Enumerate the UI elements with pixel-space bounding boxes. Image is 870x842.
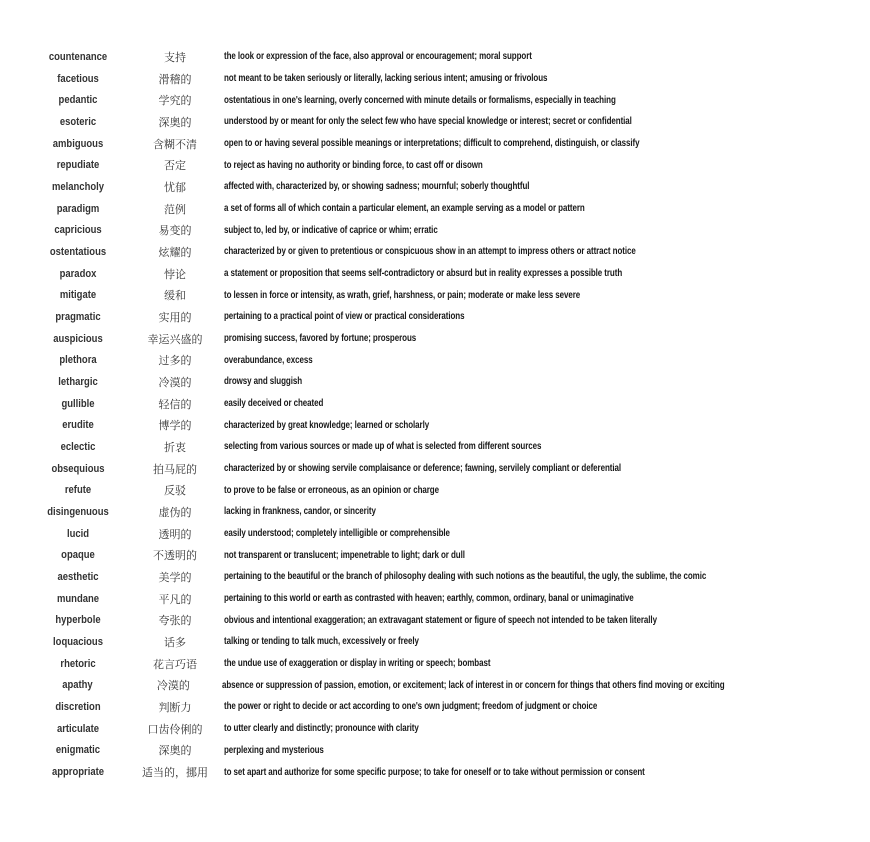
vocab-chinese: 不透明的	[153, 549, 197, 563]
vocab-row	[30, 414, 850, 436]
vocab-row	[30, 306, 850, 328]
vocab-word: lethargic	[58, 375, 98, 388]
vocab-word: pragmatic	[55, 310, 101, 323]
vocab-definition: affected with, characterized by, or showing sadness; mournful; soberly thoughtful	[224, 181, 530, 193]
vocab-word: hyperbole	[55, 614, 101, 627]
vocab-definition: not transparent or translucent; impenetrable to light; dark or dull	[224, 549, 465, 561]
vocab-row	[30, 523, 850, 545]
vocab-row	[30, 479, 850, 501]
vocab-definition: obvious and intentional exaggeration; an extravagant statement or figure of speech not intended to be taken literally	[224, 614, 657, 626]
vocab-row	[30, 696, 850, 718]
vocab-chinese: 实用的	[158, 310, 192, 324]
vocab-chinese: 幸运兴盛的	[147, 332, 203, 346]
vocab-row	[30, 89, 850, 111]
vocab-chinese: 深奥的	[158, 115, 192, 129]
vocab-chinese: 滑稽的	[158, 72, 192, 86]
vocab-definition: to lessen in force or intensity, as wrath, grief, harshness, or pain; moderate or make less severe	[224, 289, 581, 301]
vocab-row	[30, 328, 850, 350]
vocab-row	[30, 653, 850, 675]
vocab-word: countenance	[48, 50, 108, 63]
vocab-chinese: 判断力	[158, 700, 192, 714]
vocab-word: disingenuous	[47, 505, 109, 518]
vocab-chinese: 轻信的	[158, 397, 192, 411]
vocab-definition: easily understood; completely intelligible or comprehensible	[224, 528, 450, 540]
vocab-chinese: 透明的	[158, 527, 192, 541]
vocab-chinese: 博学的	[158, 419, 192, 433]
vocab-row	[30, 436, 850, 458]
vocab-row	[30, 371, 850, 393]
vocab-word: lucid	[66, 527, 90, 540]
vocab-chinese: 反驳	[164, 484, 186, 498]
vocab-definition: selecting from various sources or made up of what is selected from different sources	[224, 441, 542, 453]
vocab-definition: ostentatious in one's learning, overly concerned with minute details or formalisms, especially in teaching	[224, 94, 616, 106]
vocab-row	[30, 219, 850, 241]
vocab-row	[30, 349, 850, 371]
vocab-word: esoteric	[59, 115, 97, 128]
vocab-row	[30, 284, 850, 306]
vocab-row	[30, 718, 850, 740]
vocab-row	[30, 176, 850, 198]
vocab-word: erudite	[62, 419, 94, 432]
vocab-definition: promising success, favored by fortune; prosperous	[224, 333, 417, 345]
vocab-chinese: 忧郁	[164, 180, 186, 194]
vocab-chinese: 虚伪的	[158, 505, 192, 519]
vocab-chinese: 夸张的	[158, 614, 192, 628]
vocab-row	[30, 46, 850, 68]
vocab-definition: absence or suppression of passion, emotion, or excitement; lack of interest in or concern for things that others find moving or exciting	[221, 679, 725, 691]
vocab-definition: characterized by or given to pretentious or conspicuous show in an attempt to impress others or attract notice	[224, 246, 636, 258]
vocab-word: rhetoric	[60, 657, 96, 670]
vocab-row	[30, 263, 850, 285]
vocab-chinese: 拍马屁的	[153, 462, 197, 476]
vocab-definition: pertaining to a practical point of view or practical considerations	[224, 311, 465, 323]
vocab-chinese: 深奥的	[158, 744, 192, 758]
vocab-definition: the undue use of exaggeration or display in writing or speech; bombast	[224, 658, 491, 670]
vocab-word: aesthetic	[57, 570, 99, 583]
vocab-word: articulate	[56, 722, 100, 735]
vocab-chinese: 冷漠的	[156, 679, 190, 693]
vocab-word: plethora	[59, 354, 97, 367]
vocab-definition: to reject as having no authority or binding force, to cast off or disown	[224, 159, 483, 171]
vocab-row	[30, 740, 850, 762]
vocab-word: loquacious	[53, 635, 103, 648]
vocab-word: ostentatious	[49, 245, 107, 258]
vocab-chinese: 平凡的	[158, 592, 192, 606]
vocab-row	[30, 198, 850, 220]
vocab-row	[30, 609, 850, 631]
vocab-chinese: 美学的	[158, 570, 192, 584]
vocab-word: appropriate	[51, 766, 105, 778]
vocab-definition: easily deceived or cheated	[224, 398, 324, 410]
vocab-definition: overabundance, excess	[224, 354, 313, 366]
vocab-definition: to prove to be false or erroneous, as an opinion or charge	[224, 484, 439, 496]
vocab-word: obsequious	[51, 462, 105, 475]
vocab-definition: characterized by or showing servile complaisance or deference; fawning, servilely compliant or deferential	[224, 463, 621, 475]
vocab-definition: a set of forms all of which contain a particular element, an example serving as a model or pattern	[224, 203, 585, 215]
vocab-row	[30, 241, 850, 263]
vocab-word: gullible	[61, 397, 95, 410]
vocab-definition: pertaining to the beautiful or the branch of philosophy dealing with such notions as the beautiful, the ugly, the sublime, the comic	[224, 571, 707, 583]
vocab-word: refute	[64, 484, 92, 497]
vocab-word: mundane	[56, 592, 100, 605]
vocab-row	[30, 544, 850, 566]
vocab-word: ambiguous	[52, 137, 104, 150]
vocab-definition: subject to, led by, or indicative of caprice or whim; erratic	[224, 224, 438, 236]
vocab-definition: talking or tending to talk much, excessively or freely	[224, 636, 419, 648]
vocab-word: facetious	[57, 72, 99, 85]
vocab-row	[30, 566, 850, 588]
vocabulary-table	[30, 46, 850, 783]
vocab-chinese: 易变的	[158, 224, 192, 238]
vocab-word: paradox	[59, 267, 97, 280]
vocab-word: opaque	[61, 549, 95, 562]
vocab-chinese: 否定	[164, 159, 186, 173]
vocab-chinese: 适当的，挪用	[142, 766, 208, 779]
vocab-word: enigmatic	[55, 744, 101, 757]
vocab-word: capricious	[54, 224, 102, 237]
vocab-definition: to set apart and authorize for some specific purpose; to take for oneself or to take without permission or consent	[224, 766, 645, 778]
vocab-definition: lacking in frankness, candor, or sincerity	[224, 506, 376, 518]
vocab-row	[30, 393, 850, 415]
vocab-row	[30, 588, 850, 610]
vocab-row	[30, 133, 850, 155]
vocab-chinese: 冷漠的	[158, 375, 192, 389]
vocab-chinese: 学究的	[158, 94, 192, 108]
vocab-row	[30, 501, 850, 523]
vocab-definition: the power or right to decide or act according to one's own judgment; freedom of judgment or choice	[224, 701, 598, 713]
vocab-row	[30, 68, 850, 90]
vocab-chinese: 炫耀的	[158, 245, 192, 259]
vocab-word: eclectic	[60, 440, 96, 453]
vocab-word: paradigm	[56, 202, 100, 215]
vocab-row	[30, 631, 850, 653]
vocab-chinese: 悖论	[164, 267, 186, 281]
vocab-chinese: 过多的	[158, 354, 192, 368]
vocab-chinese: 折衷	[164, 440, 186, 454]
vocab-chinese: 话多	[164, 635, 186, 649]
vocab-word: melancholy	[51, 180, 105, 193]
vocab-word: mitigate	[59, 289, 97, 302]
vocab-chinese: 花言巧语	[153, 657, 197, 671]
vocab-definition: a statement or proposition that seems self-contradictory or absurd but in reality expresses a possible truth	[224, 268, 623, 280]
vocab-row	[30, 458, 850, 480]
vocab-chinese: 口齿伶俐的	[147, 722, 203, 736]
vocab-word: apathy	[62, 679, 93, 692]
vocab-definition: the look or expression of the face, also approval or encouragement; moral support	[224, 51, 532, 63]
vocab-definition: perplexing and mysterious	[224, 744, 324, 756]
vocab-row	[30, 111, 850, 133]
vocab-row	[30, 674, 850, 696]
vocab-word: discretion	[55, 700, 101, 713]
vocab-row	[30, 761, 850, 783]
vocab-word: pedantic	[58, 94, 98, 107]
vocab-chinese: 缓和	[164, 289, 186, 303]
vocab-chinese: 支持	[164, 50, 186, 64]
vocab-word: repudiate	[56, 159, 100, 172]
vocab-definition: not meant to be taken seriously or literally, lacking serious intent; amusing or frivolous	[224, 73, 548, 84]
vocab-word: auspicious	[53, 332, 103, 345]
vocab-definition: understood by or meant for only the select few who have special knowledge or interest; secret or confidential	[224, 116, 632, 128]
vocab-chinese: 含糊不清	[153, 137, 197, 151]
vocab-chinese: 范例	[164, 202, 186, 216]
vocab-definition: characterized by great knowledge; learned or scholarly	[224, 419, 430, 431]
vocab-definition: open to or having several possible meanings or interpretations; difficult to comprehend, distinguish, or classify	[224, 138, 640, 150]
vocab-definition: drowsy and sluggish	[224, 376, 303, 388]
vocab-row	[30, 154, 850, 176]
vocab-definition: pertaining to this world or earth as contrasted with heaven; earthly, common, ordinary, banal or unimaginative	[224, 593, 634, 605]
vocab-definition: to utter clearly and distinctly; pronounce with clarity	[224, 723, 419, 735]
